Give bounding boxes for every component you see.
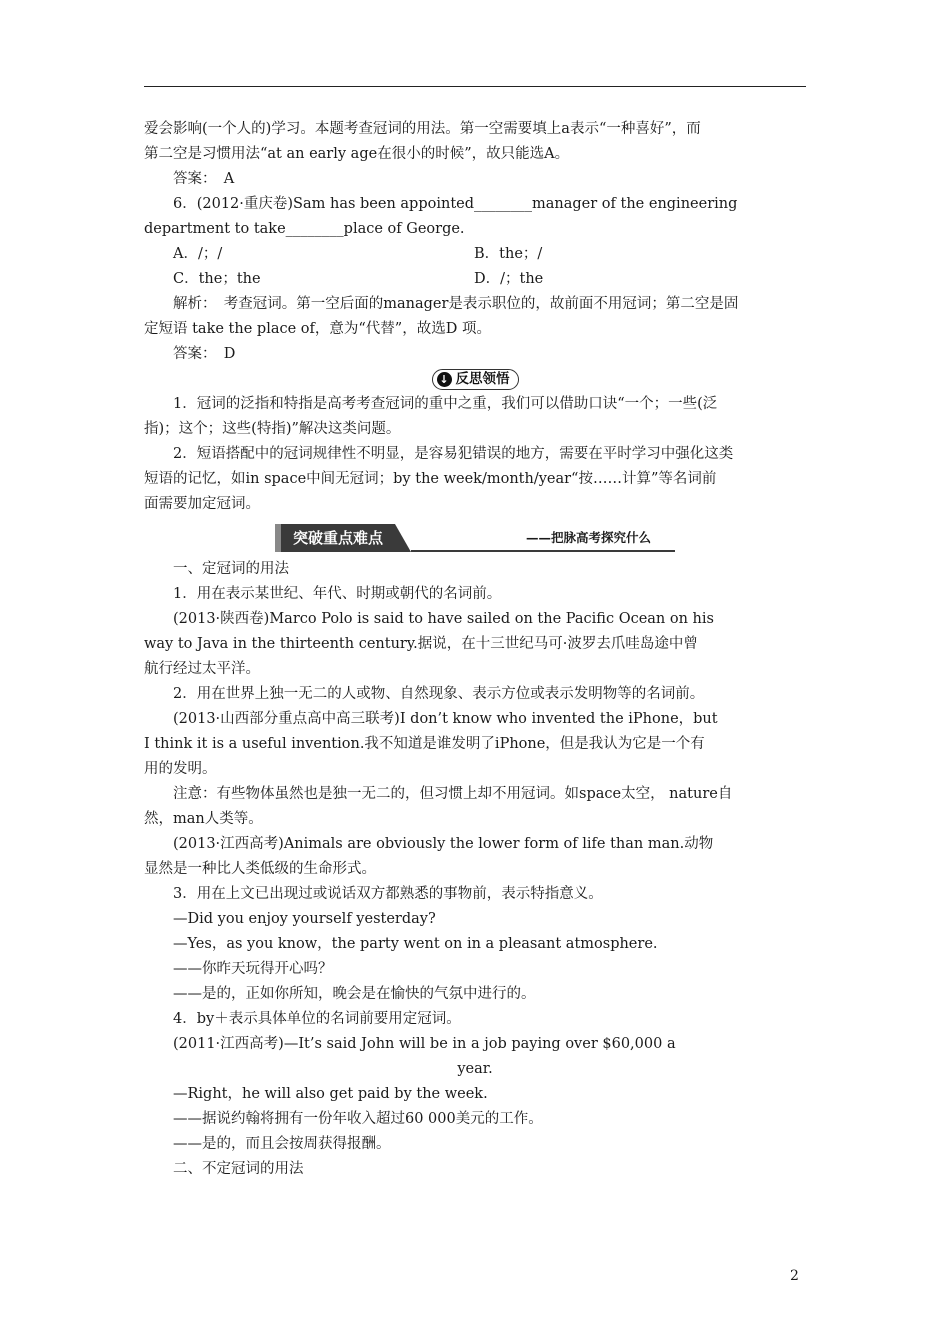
section-heading: 二、不定冠词的用法 [173,1161,304,1177]
reflection-badge [432,369,519,390]
text-line: ——是的，正如你所知，晚会是在愉快的气氛中进行的。 [173,986,536,1002]
answer-line: 答案： D [173,346,236,362]
text-line: —Did you enjoy yourself yesterday? [173,911,436,927]
reflection-badge-row [144,367,806,392]
text-line: 爱会影响(一个人的)学习。本题考查冠词的用法。第一空需要填上a表示“一种喜好”，而 [144,121,701,137]
option-b: B．the；/ [474,246,543,262]
text-line: 第二空是习惯用法“at an early age在很小的时候”，故只能选A。 [144,146,570,162]
text-line: (2011·江西高考)—It’s said John will be in a job paying over $60,000 a [173,1036,676,1052]
text-line: 用的发明。 [144,761,217,777]
text-line: 2．短语搭配中的冠词规律性不明显，是容易犯错误的地方，需要在平时学习中强化这类 [173,446,734,462]
section-banner-row [144,517,806,557]
page-number: 2 [790,1268,799,1284]
options-row-1 [144,242,806,267]
text-line: 短语的记忆，如in space中间无冠词；by the week/month/year“按……计算”等名词前 [144,471,717,487]
analysis-line: 解析： 考查冠词。第一空后面的manager是表示职位的，故前面不用冠词；第二空是固 [173,296,739,312]
text-line: ——是的，而且会按周获得报酬。 [173,1136,391,1152]
text-line: —Yes，as you know，the party went on in a pleasant atmosphere. [173,936,658,952]
text-line: (2013·山西部分重点高中高三联考)I don’t know who invented the iPhone，but [173,711,718,727]
text-line: (2013·江西高考)Animals are obviously the lower form of life than man.动物 [173,836,714,852]
options-row-2 [144,267,806,292]
down-arrow-icon: ↓ [437,372,452,387]
text-line: ——据说约翰将拥有一份年收入超过60 000美元的工作。 [173,1111,543,1127]
text-line: 然，man人类等。 [144,811,263,827]
answer-line: 答案： A [173,171,235,187]
question-6: 6．(2012·重庆卷)Sam has been appointed________manager of the engineering [173,196,738,212]
banner-title: 突破重点难点 [275,524,395,552]
banner-wedge [395,524,411,552]
text-line: 4．by＋表示具体单位的名词前要用定冠词。 [173,1011,461,1027]
text-line: 1．冠词的泛指和特指是高考考查冠词的重中之重，我们可以借助口诀“一个；一些(泛 [173,396,718,412]
option-a: A．/；/ [173,246,223,262]
header-rule [144,86,806,87]
text-line: 显然是一种比人类低级的生命形式。 [144,861,376,877]
text-line: 指)；这个；这些(特指)”解决这类问题。 [144,421,401,437]
text-line: 3．用在上文已出现过或说话双方都熟悉的事物前，表示特指意义。 [173,886,603,902]
text-line: (2013·陕西卷)Marco Polo is said to have sailed on the Pacific Ocean on his [173,611,714,627]
text-line: 2．用在世界上独一无二的人或物、自然现象、表示方位或表示发明物等的名词前。 [173,686,705,702]
banner-subtitle: ——把脉高考探究什么 [411,526,675,552]
text-line: ——你昨天玩得开心吗？ [173,961,333,977]
document-body [144,117,806,1182]
text-line: 面需要加定冠词。 [144,496,260,512]
text-line: I think it is a useful invention.我不知道是谁发明了iPhone，但是我认为它是一个有 [144,736,705,752]
section-heading: 一、定冠词的用法 [173,561,289,577]
option-c: C．the；the [173,271,261,287]
text-line: 1．用在表示某世纪、年代、时期或朝代的名词前。 [173,586,502,602]
text-line: way to Java in the thirteenth century.据说，在十三世纪马可·波罗去爪哇岛途中曾 [144,636,698,652]
section-banner [275,522,675,552]
text-line: year. [457,1061,493,1077]
text-line: —Right，he will also get paid by the week. [173,1086,488,1102]
option-d: D．/；the [474,271,544,287]
text-line: 定短语 take the place of，意为“代替”，故选D 项。 [144,321,491,337]
text-line: 航行经过太平洋。 [144,661,260,677]
text-line: department to take________place of George. [144,221,465,237]
badge-label: 反思领悟 [455,371,510,387]
text-line: 注意：有些物体虽然也是独一无二的，但习惯上却不用冠词。如space太空， nature自 [173,786,733,802]
